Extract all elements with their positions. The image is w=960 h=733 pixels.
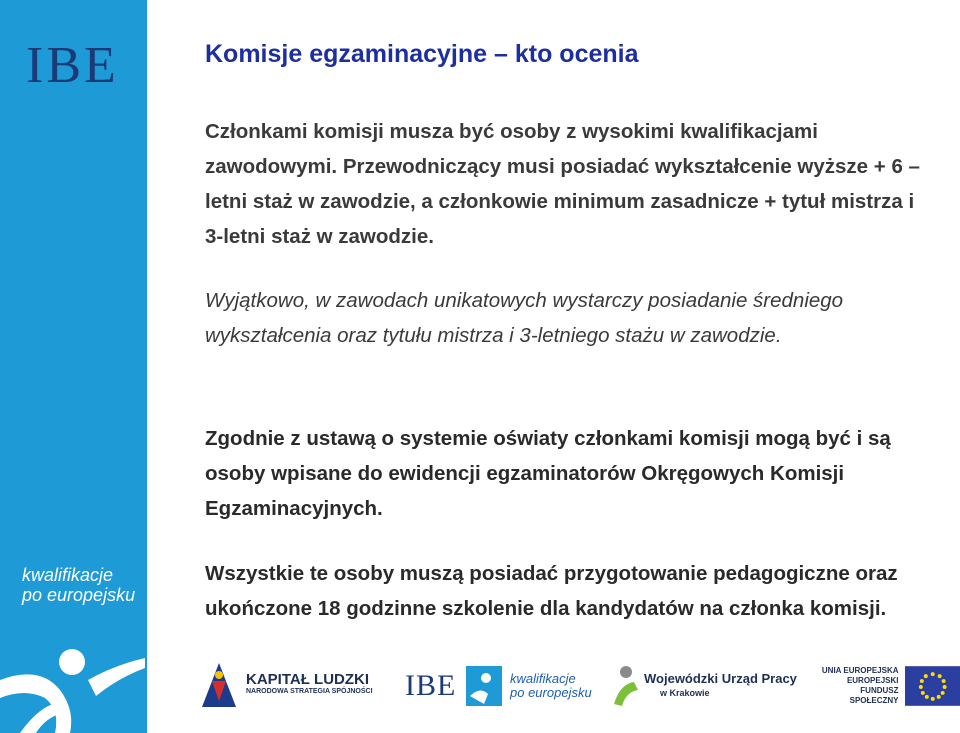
paragraph-qualifications: Członkami komisji musza być osoby z wysokimi kwalifikacjami zawodowymi. Przewodniczący musi posiadać wykształcenie wyższe + 6 – letni staż w zawodzie, a członkowie minimum zasadnicze + tytuł mistrza i 3-letni staż w zawodzie. [205, 120, 920, 248]
wup-logo [610, 660, 797, 712]
kwal-footer-line2: po europejsku [510, 685, 592, 700]
paragraph-exception: Wyjątkowo, w zawodach unikatowych wystarczy posiadanie średniego wykształcenia oraz tytułu mistrza i 3-letniego stażu w zawodzie. [205, 289, 844, 347]
ibe-logo: IBE [26, 37, 119, 94]
sidebar [0, 0, 147, 733]
sidebar-tagline [22, 565, 135, 605]
kl-line1: KAPITAŁ LUDZKI [246, 671, 370, 688]
footer-logos [200, 660, 960, 720]
sidebar-tagline-line2: po europejsku [22, 585, 136, 605]
kwalifikacje-footer-logo [510, 660, 592, 712]
ue-line3: FUNDUSZ SPOŁECZNY [849, 686, 899, 705]
ue-line2: EUROPEJSKI [846, 676, 899, 685]
wup-figure-icon [610, 664, 640, 708]
kapital-ludzki-logo [200, 660, 373, 712]
paragraph-training: Wszystkie te osoby muszą posiadać przygotowanie pedagogiczne oraz ukończone 18 godzinne szkolenie dla kandydatów na członka komisji. [205, 562, 898, 620]
wup-line1: Wojewódzki Urząd Pracy [644, 671, 797, 686]
ibe-footer-logo [405, 660, 502, 712]
ue-line1: UNIA EUROPEJSKA [821, 666, 899, 675]
kwal-footer-line1: kwalifikacje [510, 671, 576, 686]
paragraph-law: Zgodnie z ustawą o systemie oświaty członkami komisji mogą być i są osoby wpisane do ewidencji egzaminatorów Okręgowych Komisji Egzaminacyjnych. [205, 427, 891, 520]
wup-line2: w Krakowie [660, 688, 710, 698]
eu-flag-icon [905, 666, 960, 706]
ibe-footer-text: IBE [405, 669, 457, 702]
kapital-ludzki-icon [200, 661, 238, 711]
ibe-figure-icon [466, 666, 502, 706]
eu-logo [810, 660, 960, 712]
sidebar-tagline-line1: kwalifikacje [22, 565, 114, 585]
runner-figure-icon [0, 610, 147, 733]
slide-title: Komisje egzaminacyjne – kto ocenia [205, 40, 639, 68]
kl-line2: NARODOWA STRATEGIA SPÓJNOŚCI [246, 688, 373, 695]
